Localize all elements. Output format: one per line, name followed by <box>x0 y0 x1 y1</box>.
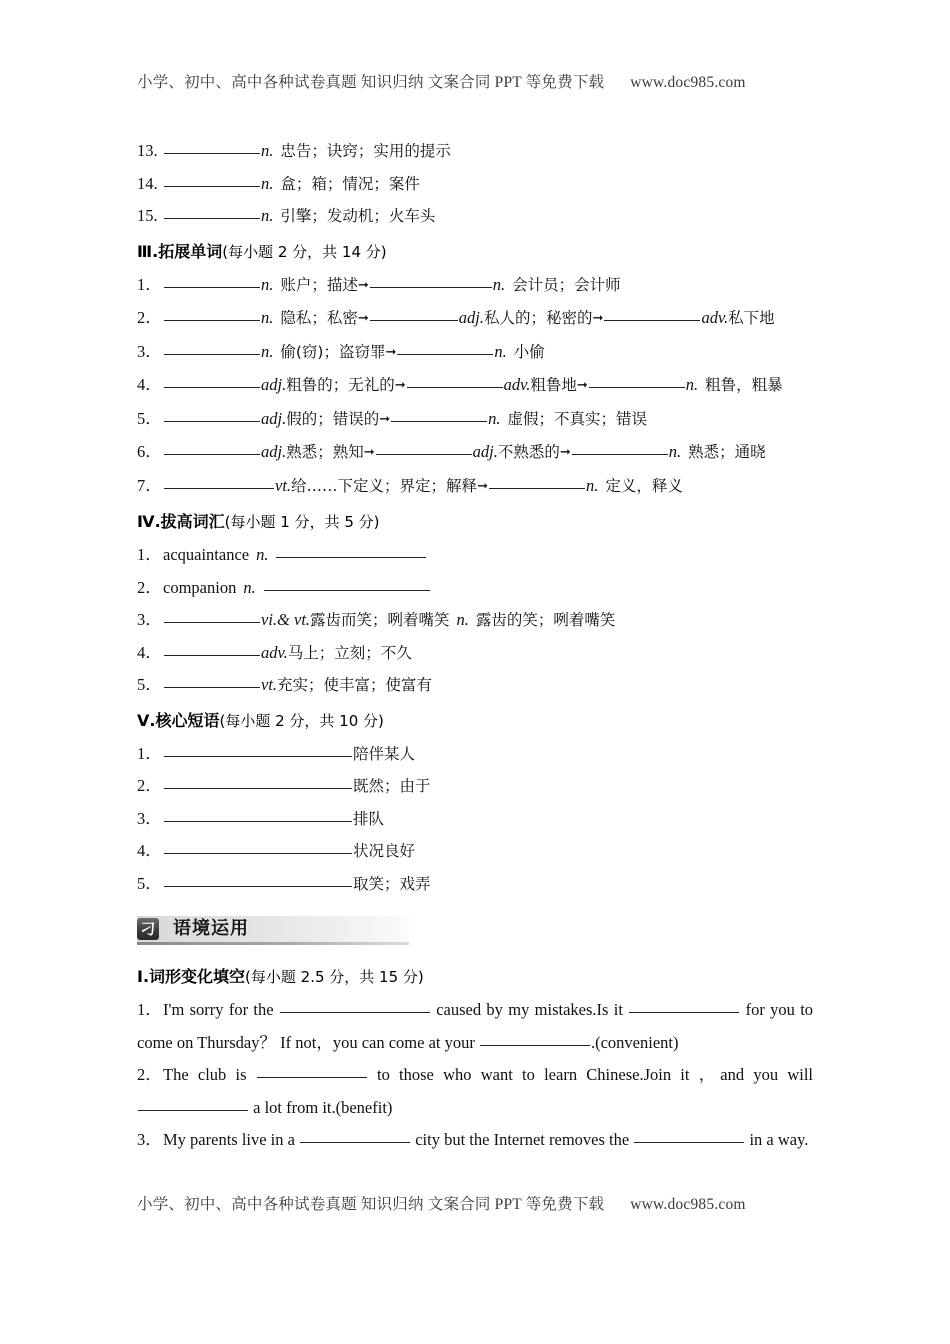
list-item <box>137 200 813 233</box>
item-meaning: 给……下定义；界定；解释 <box>291 476 478 495</box>
item-meaning: 不熟悉的 <box>497 443 560 461</box>
item-number: 1． <box>137 743 162 763</box>
item-meaning: 既然；由于 <box>353 777 431 795</box>
item-number: 3． <box>137 808 162 828</box>
sentence-part: The club is <box>163 1065 247 1084</box>
list-item <box>137 1059 813 1124</box>
part-of-speech: adj. <box>472 442 498 461</box>
item-meaning: 粗鲁的；无礼的 <box>286 376 395 394</box>
list-item <box>137 269 813 303</box>
part-of-speech: vi.& vt. <box>261 610 311 629</box>
answer-blank[interactable] <box>164 152 260 154</box>
item-meaning: 虚假；不真实；错误 <box>507 409 648 428</box>
part-of-speech: n. <box>456 610 469 629</box>
section-roman: Ⅳ. <box>137 512 161 531</box>
section-roman: Ⅲ. <box>137 241 159 261</box>
answer-blank[interactable] <box>164 453 260 455</box>
list-item <box>137 868 813 901</box>
item-number: 3． <box>137 341 162 361</box>
part-of-speech: n. <box>261 173 274 193</box>
answer-blank[interactable] <box>629 1011 739 1013</box>
part-of-speech: adj. <box>458 308 485 327</box>
item-meaning: 小偷 <box>513 342 545 361</box>
list-item <box>137 470 813 504</box>
item-number: 6． <box>137 442 162 461</box>
item-meaning: 粗鲁，粗暴 <box>705 376 783 394</box>
derivation-arrow-icon: ➞ <box>477 478 488 494</box>
answer-blank[interactable] <box>397 353 493 355</box>
item-number: 2． <box>137 776 162 795</box>
item-meaning: 露齿而笑；咧着嘴笑 <box>310 611 450 629</box>
answer-blank[interactable] <box>164 185 260 187</box>
item-number: 4． <box>137 375 162 394</box>
section-roman: Ⅴ. <box>137 710 156 730</box>
part-of-speech: adj. <box>261 375 287 394</box>
list-item <box>137 436 813 470</box>
section-banner-context-usage <box>137 914 813 954</box>
item-meaning: 粗鲁地 <box>530 376 577 394</box>
derivation-arrow-icon: ➞ <box>357 311 369 326</box>
list-item <box>137 604 813 637</box>
item-meaning: 偷(窃)；盗窃罪 <box>280 342 386 361</box>
answer-blank[interactable] <box>164 353 260 355</box>
item-meaning: 定义，释义 <box>605 476 683 495</box>
derivation-arrow-icon: ➞ <box>379 411 391 427</box>
part-of-speech: n. <box>668 442 682 461</box>
footer-watermark <box>137 1192 837 1214</box>
derivation-arrow-icon: ➞ <box>357 277 369 293</box>
list-item <box>137 369 813 403</box>
answer-blank[interactable] <box>164 686 260 688</box>
sentence-part: for you to come on Thursday？ If not，you can come at your <box>137 1000 814 1052</box>
section-score: (每小题 2 分，共 10 分) <box>219 711 384 730</box>
item-meaning: 熟悉；熟知 <box>286 443 364 461</box>
sentence-part: a lot from it.(benefit) <box>253 1097 393 1117</box>
sentence-part: I'm sorry for the <box>163 1000 274 1019</box>
item-number: 5． <box>137 408 162 428</box>
list-item <box>137 1124 813 1157</box>
item-meaning: 隐私；私密 <box>280 309 358 327</box>
answer-blank[interactable] <box>164 319 260 321</box>
part-of-speech: n. <box>261 206 274 225</box>
list-item <box>137 336 813 370</box>
part-of-speech: adv. <box>701 308 729 327</box>
item-meaning: 马上；立刻；不久 <box>287 643 412 662</box>
part-of-speech: adj. <box>261 408 287 428</box>
sentence-part: caused by my mistakes.Is it <box>436 1000 623 1019</box>
derivation-arrow-icon: ➞ <box>394 378 406 393</box>
banner-underline <box>137 942 409 945</box>
answer-blank[interactable] <box>164 217 260 219</box>
header-watermark-url: www.doc985.com <box>630 74 746 91</box>
part-of-speech: n. <box>261 274 274 294</box>
item-meaning: 假的；错误的 <box>286 409 380 428</box>
list-item <box>137 738 813 771</box>
list-item <box>137 403 813 437</box>
part-of-speech: n. <box>261 308 274 327</box>
item-meaning: 引擎；发动机；火车头 <box>280 207 436 225</box>
footer-watermark-url: www.doc985.com <box>630 1196 746 1213</box>
answer-blank[interactable] <box>276 556 426 558</box>
section-number-icon: 刁 <box>137 918 159 940</box>
item-meaning: 取笑；戏弄 <box>353 874 431 893</box>
answer-blank[interactable] <box>634 1141 744 1143</box>
list-item <box>137 669 813 702</box>
list-item <box>137 803 813 836</box>
sentence-part: My parents live in a <box>163 1130 295 1149</box>
banner-label: 语境运用 <box>173 918 249 939</box>
part-of-speech: adv. <box>503 375 531 394</box>
section-heading-core-phrases <box>137 704 813 738</box>
answer-blank[interactable] <box>164 755 352 757</box>
answer-blank[interactable] <box>257 1076 367 1078</box>
item-number: 4． <box>137 642 162 662</box>
part-of-speech: n. <box>243 577 256 597</box>
item-meaning: 陪伴某人 <box>353 744 416 763</box>
derivation-arrow-icon: ➞ <box>385 344 397 360</box>
answer-blank[interactable] <box>164 286 260 288</box>
list-item <box>137 770 813 803</box>
part-of-speech: n. <box>492 274 506 294</box>
answer-blank[interactable] <box>164 852 352 854</box>
answer-blank[interactable] <box>407 386 503 388</box>
item-meaning: 熟悉；通晓 <box>688 443 766 461</box>
item-number: 2． <box>137 308 162 327</box>
part-of-speech: n. <box>261 141 274 160</box>
worksheet-content <box>137 135 813 1157</box>
part-of-speech: vt. <box>261 675 278 694</box>
item-number: 1． <box>137 1000 162 1019</box>
answer-blank[interactable] <box>370 286 492 288</box>
item-number: 5． <box>137 675 162 694</box>
item-number: 14. <box>137 173 158 193</box>
part-of-speech: n. <box>256 545 269 564</box>
section-title: 词形变化填空 <box>149 967 246 986</box>
part-of-speech: n. <box>488 408 501 428</box>
answer-blank[interactable] <box>589 386 685 388</box>
answer-blank[interactable] <box>604 319 700 321</box>
header-watermark <box>137 70 837 92</box>
item-meaning: 会计员；会计师 <box>512 275 621 294</box>
item-meaning: 忠告；诀窍；实用的提示 <box>280 142 451 160</box>
part-of-speech: n. <box>261 341 274 361</box>
item-meaning: 私下地 <box>728 309 775 327</box>
answer-blank[interactable] <box>164 885 352 887</box>
derivation-arrow-icon: ➞ <box>592 311 604 326</box>
answer-blank[interactable] <box>280 1011 430 1013</box>
item-number: 2． <box>137 1065 162 1084</box>
derivation-arrow-icon: ➞ <box>363 445 375 460</box>
item-number: 1． <box>137 274 162 294</box>
item-number: 15. <box>137 206 158 225</box>
section-title: 核心短语 <box>155 710 220 730</box>
sentence-part: in a way. <box>749 1130 809 1149</box>
item-number: 13. <box>137 141 158 160</box>
list-item <box>137 572 813 605</box>
section-score: (每小题 2 分，共 14 分) <box>222 242 387 261</box>
answer-blank[interactable] <box>300 1141 410 1143</box>
item-number: 3． <box>137 610 162 629</box>
item-number: 7． <box>137 475 162 495</box>
answer-blank[interactable] <box>370 319 458 321</box>
answer-blank[interactable] <box>164 420 260 422</box>
answer-blank[interactable] <box>376 453 472 455</box>
answer-blank[interactable] <box>480 1044 590 1046</box>
list-item <box>137 994 813 1059</box>
answer-blank[interactable] <box>391 420 487 422</box>
answer-blank[interactable] <box>138 1109 248 1111</box>
part-of-speech: adv. <box>261 642 288 662</box>
answer-blank[interactable] <box>489 487 585 489</box>
answer-blank[interactable] <box>264 589 430 591</box>
item-number: 3． <box>137 1130 162 1149</box>
section-score: (每小题 2.5 分，共 15 分) <box>245 968 424 986</box>
part-of-speech: vt. <box>275 475 292 495</box>
sentence-hint: .(convenient) <box>590 1032 679 1052</box>
item-number: 5． <box>137 873 162 893</box>
item-number: 4． <box>137 841 162 860</box>
item-meaning: 露齿的笑；咧着嘴笑 <box>475 611 616 629</box>
vocabulary-word: companion <box>163 577 237 597</box>
part-of-speech: n. <box>494 341 507 361</box>
part-of-speech: n. <box>685 375 699 394</box>
list-item <box>137 539 813 572</box>
section-title: 拓展单词 <box>158 241 223 261</box>
item-number: 2． <box>137 577 162 597</box>
list-item <box>137 835 813 868</box>
section-heading-extend-words <box>137 235 813 269</box>
item-meaning: 状况良好 <box>353 842 416 860</box>
answer-blank[interactable] <box>572 453 668 455</box>
sentence-part: to those who want to learn Chinese.Join it ，and you will <box>376 1065 813 1084</box>
answer-blank[interactable] <box>164 621 260 623</box>
footer-watermark-text: 小学、初中、高中各种试卷真题 知识归纳 文案合同 PPT 等免费下载 <box>137 1196 605 1213</box>
answer-blank[interactable] <box>164 487 274 489</box>
item-meaning: 充实；使丰富；使富有 <box>277 676 433 694</box>
section-roman: Ⅰ. <box>137 967 150 986</box>
answer-blank[interactable] <box>164 386 260 388</box>
answer-blank[interactable] <box>164 820 352 822</box>
section-heading-advanced-words <box>137 505 813 539</box>
header-watermark-text: 小学、初中、高中各种试卷真题 知识归纳 文案合同 PPT 等免费下载 <box>137 74 605 91</box>
section-title: 拔高词汇 <box>160 512 225 531</box>
item-meaning: 账户；描述 <box>280 275 358 294</box>
list-item <box>137 302 813 336</box>
section-heading-word-form-filling <box>137 960 813 994</box>
sentence-part: city but the Internet removes the <box>415 1130 630 1149</box>
vocabulary-word: acquaintance <box>163 545 250 564</box>
item-number: 1． <box>137 545 162 564</box>
part-of-speech: n. <box>585 475 599 495</box>
answer-blank[interactable] <box>164 787 352 789</box>
list-item <box>137 135 813 168</box>
answer-blank[interactable] <box>164 654 260 656</box>
item-meaning: 排队 <box>353 809 385 828</box>
list-item <box>137 637 813 670</box>
derivation-arrow-icon: ➞ <box>576 378 588 393</box>
item-meaning: 私人的；秘密的 <box>484 309 593 327</box>
part-of-speech: adj. <box>261 442 287 461</box>
derivation-arrow-icon: ➞ <box>559 445 571 460</box>
list-item <box>137 168 813 201</box>
section-score: (每小题 1 分，共 5 分) <box>224 513 380 531</box>
item-meaning: 盒；箱；情况；案件 <box>280 174 420 193</box>
